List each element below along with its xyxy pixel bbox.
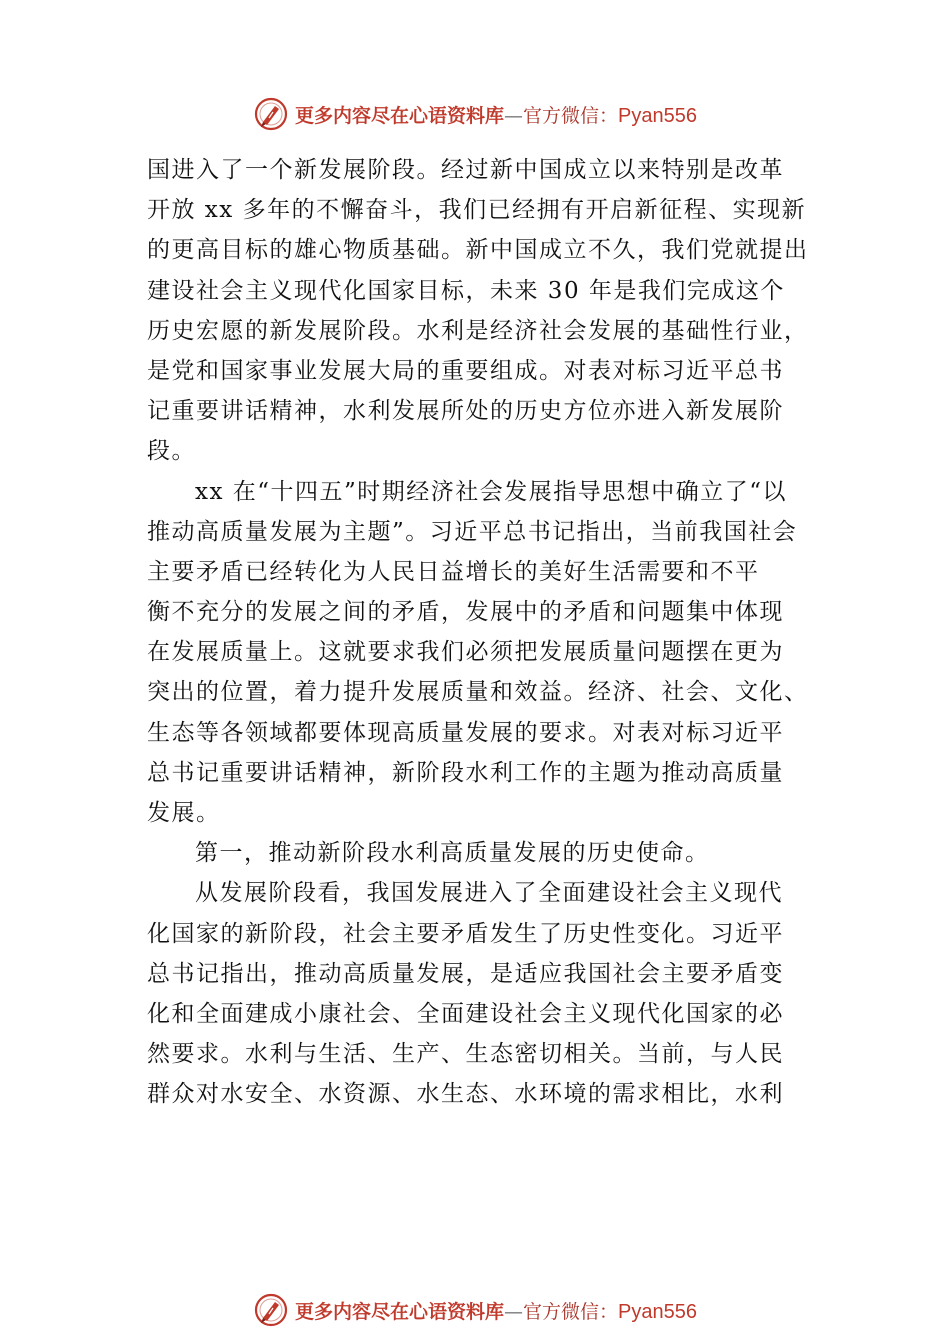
watermark-text xyxy=(295,1297,697,1324)
text-line: 然要求。水利与生活、生产、生态密切相关。当前，与人民 xyxy=(147,1041,784,1068)
text-line: 化国家的新阶段，社会主要矛盾发生了历史性变化。习近平 xyxy=(147,920,784,947)
document-body xyxy=(147,150,847,1115)
text-line: 开放 xx 多年的不懈奋斗，我们已经拥有开启新征程、实现新 xyxy=(147,197,807,224)
text-line: 主要矛盾已经转化为人民日益增长的美好生活需要和不平 xyxy=(147,558,760,585)
text-line: 生态等各领域都要体现高质量发展的要求。对表对标习近平 xyxy=(147,719,784,746)
text-line: 推动高质量发展为主题”。习近平总书记指出，当前我国社会 xyxy=(147,518,798,545)
text-line: 段。 xyxy=(147,438,196,465)
pen-nib-logo-icon xyxy=(253,1292,289,1328)
text-line: 是党和国家事业发展大局的重要组成。对表对标习近平总书 xyxy=(147,357,784,384)
text-line: 国进入了一个新发展阶段。经过新中国成立以来特别是改革 xyxy=(147,157,784,183)
wechat-label: 官方微信： xyxy=(523,1300,619,1323)
text-line: 总书记重要讲话精神，新阶段水利工作的主题为推动高质量 xyxy=(147,759,784,786)
text-line: 建设社会主义现代化国家目标，未来 30 年是我们完成这个 xyxy=(147,277,785,304)
pen-nib-logo-icon xyxy=(253,96,289,132)
text-line: 突出的位置，着力提升发展质量和效益。经济、社会、文化、 xyxy=(147,679,809,706)
separator: — xyxy=(504,1300,524,1323)
wechat-id: Pyan556 xyxy=(618,1300,697,1323)
text-line: 化和全面建成小康社会、全面建设社会主义现代化国家的必 xyxy=(147,1000,784,1027)
text-line: 在发展质量上。这就要求我们必须把发展质量问题摆在更为 xyxy=(147,639,784,666)
footer-watermark-banner xyxy=(0,1290,950,1330)
brand-name: 更多内容尽在心语资料库 xyxy=(295,1300,505,1323)
text-line: 群众对水安全、水资源、水生态、水环境的需求相比，水利 xyxy=(147,1081,784,1108)
wechat-id: Pyan556 xyxy=(618,104,697,127)
text-line: 历史宏愿的新发展阶段。水利是经济社会发展的基础性行业， xyxy=(147,317,809,344)
text-line: 记重要讲话精神，水利发展所处的历史方位亦进入新发展阶 xyxy=(147,398,784,425)
wechat-label: 官方微信： xyxy=(523,104,619,127)
brand-name: 更多内容尽在心语资料库 xyxy=(295,104,505,127)
text-line: 发展。 xyxy=(147,800,221,826)
watermark-text xyxy=(295,101,697,128)
text-line: 衡不充分的发展之间的矛盾，发展中的矛盾和问题集中体现 xyxy=(147,599,784,626)
paragraph-start-line: 从发展阶段看，我国发展进入了全面建设社会主义现代 xyxy=(195,880,783,907)
header-watermark-banner xyxy=(0,94,950,134)
separator: — xyxy=(504,104,524,127)
paragraph-start-line: xx 在“十四五”时期经济社会发展指导思想中确立了“以 xyxy=(195,478,788,505)
text-line: 总书记指出，推动高质量发展，是适应我国社会主要矛盾变 xyxy=(147,960,784,987)
text-line: 的更高目标的雄心物质基础。新中国成立不久，我们党就提出 xyxy=(147,237,809,264)
section-heading-line: 第一，推动新阶段水利高质量发展的历史使命。 xyxy=(195,840,710,867)
